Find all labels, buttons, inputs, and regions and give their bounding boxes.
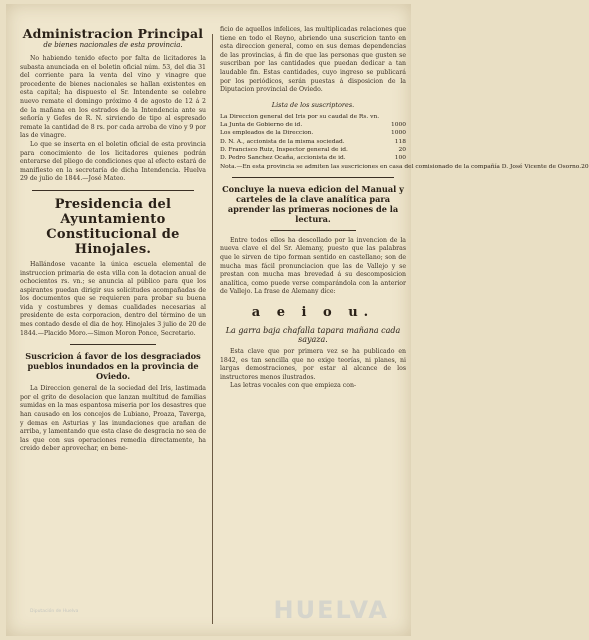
divider: [270, 230, 356, 231]
continuation-paragraph: ficio de aquellos infelices, las multiplicadas relaciones que tiene en todo el Reyno, abriendo una suscricion tanto en esta direccion general, como en sus demas dependencias de las provincias, á fin de que las personas que gusten se suscriban por las cantidades que puedan dedicar a tan laudable fin. Estas cantidades, cuyo ingreso se publicará por los periódicos, serán puestas á disposicion de la Diputacion provincial de Oviedo.: [220, 26, 406, 94]
subscriber-name: Nota.—En esta provincia se admiten las suscriciones en casa del comisionado de la compañía D. José Vicente de Osorno.: [220, 163, 582, 170]
admin-subtitle: de bienes nacionales de esta provincia.: [43, 41, 183, 49]
list-title: Lista de los suscriptores.: [271, 100, 355, 109]
admin-title: Administracion Principal: [22, 26, 204, 41]
concluye-paragraph-3: Las letras vocales con que empieza con-: [230, 382, 357, 390]
subscriber-amount: 20: [398, 146, 406, 153]
subscriber-name: Los empleados de la Direccion.: [220, 130, 314, 137]
subscriber-list: [220, 113, 589, 171]
subscriber-amount: 1000: [391, 130, 406, 137]
concluye-paragraph-1: Entre todos ellos ha descollado por la invencion de la nueva clave el del Sr. Alemany, puesto que las palabras que le sirven de tipo forman sentido en castellano; son de mucha mas fácil pronunciacion que las de Vallejo y se prestan con mucha mas brevedad á su descomposicion analítica, como puede verse comparándola con la anterior de Vallejo. La frase de Alemany dice:: [220, 236, 406, 296]
column-divider: [212, 34, 213, 624]
divider: [232, 177, 394, 178]
watermark-logo: HUELVA: [273, 596, 389, 624]
subscriber-name: La Junta de Gobierno de id.: [220, 122, 303, 129]
subscriber-row: [220, 121, 406, 129]
subscriber-amount: 1000: [391, 122, 406, 129]
presidencia-paragraph: Hallándose vacante la única escuela elemental de instruccion primaria de esta villa con la dotacion anual de ochocientos rs. vn.; se anuncia al público para que los aspirantes puedan dirigir sus solicitudes acompañadas de los documentos que se requieren para probar su buena vida y costumbres y demas cualidades necesarias al presidente de esta corporacion, dentro del término de un mes contado desde el dia de hoy. Hinojales 3 julio de 20 de 1844.—Placido Moro.—Simon Moron Ponce, Secretario.: [20, 260, 206, 337]
subscriber-row: [220, 129, 406, 137]
left-column: [20, 26, 206, 454]
vowels-line: a e i o u.: [251, 304, 375, 320]
subscriber-row: [220, 163, 589, 171]
subscriber-amount: 100: [394, 155, 406, 162]
watermark-caption: Diputación de Huelva: [30, 609, 79, 614]
subscriber-amount: 20: [581, 163, 589, 170]
alemany-phrase: La garra baja chafalla tapara mañana cada sayaza.: [225, 325, 401, 344]
right-column: [220, 26, 589, 391]
subscriber-row: [220, 146, 406, 154]
divider: [70, 344, 156, 345]
concluye-title: Concluye la nueva edicion del Manual y carteles de la clave analítica para aprender las primeras nociones de la lectura.: [222, 183, 404, 224]
concluye-paragraph-2: Esta clave que por primera vez se ha publicado en 1842, es tan sencilla que no exige teorías, ni planes, ni largas demostraciones, por estar al alcance de los instructores menos ilustrados.: [220, 347, 406, 381]
suscricion-title: Suscricion á favor de los desgraciados pueblos inundados en la provincia de Oviedo.: [25, 351, 201, 382]
subscriber-amount: 118: [394, 138, 406, 145]
subscriber-name: D. Francisco Ruiz, Inspector general de id.: [220, 146, 348, 153]
admin-paragraph-1: No habiendo tenido efecto por falta de licitadores la subasta anunciada en el boletin oficial núm. 53, del dia 31 del corriente para la venta del vino y vinagre que procedente de bienes nacionales se hallan existentes en esta capital; ha dispuesto el Sr. Intendente se celebre nuevo remate el domingo próximo 4 de agosto de 12 á 2 de la mañana en los estrados de la Intendencia ante su señoría y Gefes de R. N. sirviendo de tipo al espresado remate la cantidad de 8 rs. por cada arroba de vino y 9 por las de vinagre.: [20, 55, 206, 140]
divider: [32, 190, 194, 191]
subscriber-name: La Direccion general del Iris por su caudal de Rs. vn.: [220, 113, 380, 120]
suscricion-paragraph: La Direccion general de la sociedad del Iris, lastimada por el grito de desolacion que lanzan multitud de familias sumidas en la mas espantosa miseria por los desastres que han causado en los concejos de Lubiano, Proaza, Taverga, y demas en Asturias y las inundaciones que arañan de arriba, y lamentando que esta clase de desgracia no sea de las que con sus operaciones remedia directamente, ha creido deber aprovechar, en bene-: [20, 385, 207, 453]
subscriber-row: [220, 154, 406, 162]
subscriber-amount: [388, 113, 406, 121]
subscriber-row: [220, 138, 406, 146]
subscriber-name: D. Pedro Sanchez Ocaña, accionista de id.: [220, 155, 346, 162]
subscriber-name: D. N. A., accionista de la misma sociedad.: [220, 138, 345, 145]
subscriber-row: [220, 113, 406, 121]
presidencia-title: Presidencia del Ayuntamiento Constitucional de Hinojales.: [46, 196, 180, 257]
newspaper-page: [6, 4, 589, 636]
admin-paragraph-2: Lo que se inserta en el boletin oficial de esta provincia para conocimiento de los licitadores quienes podrán enterarse del pliego de condiciones que al efecto estará de manifiesto en la secretaría de dicha Intendencia. Huelva 29 de julio de 1844.—José Mateo.: [20, 140, 206, 183]
